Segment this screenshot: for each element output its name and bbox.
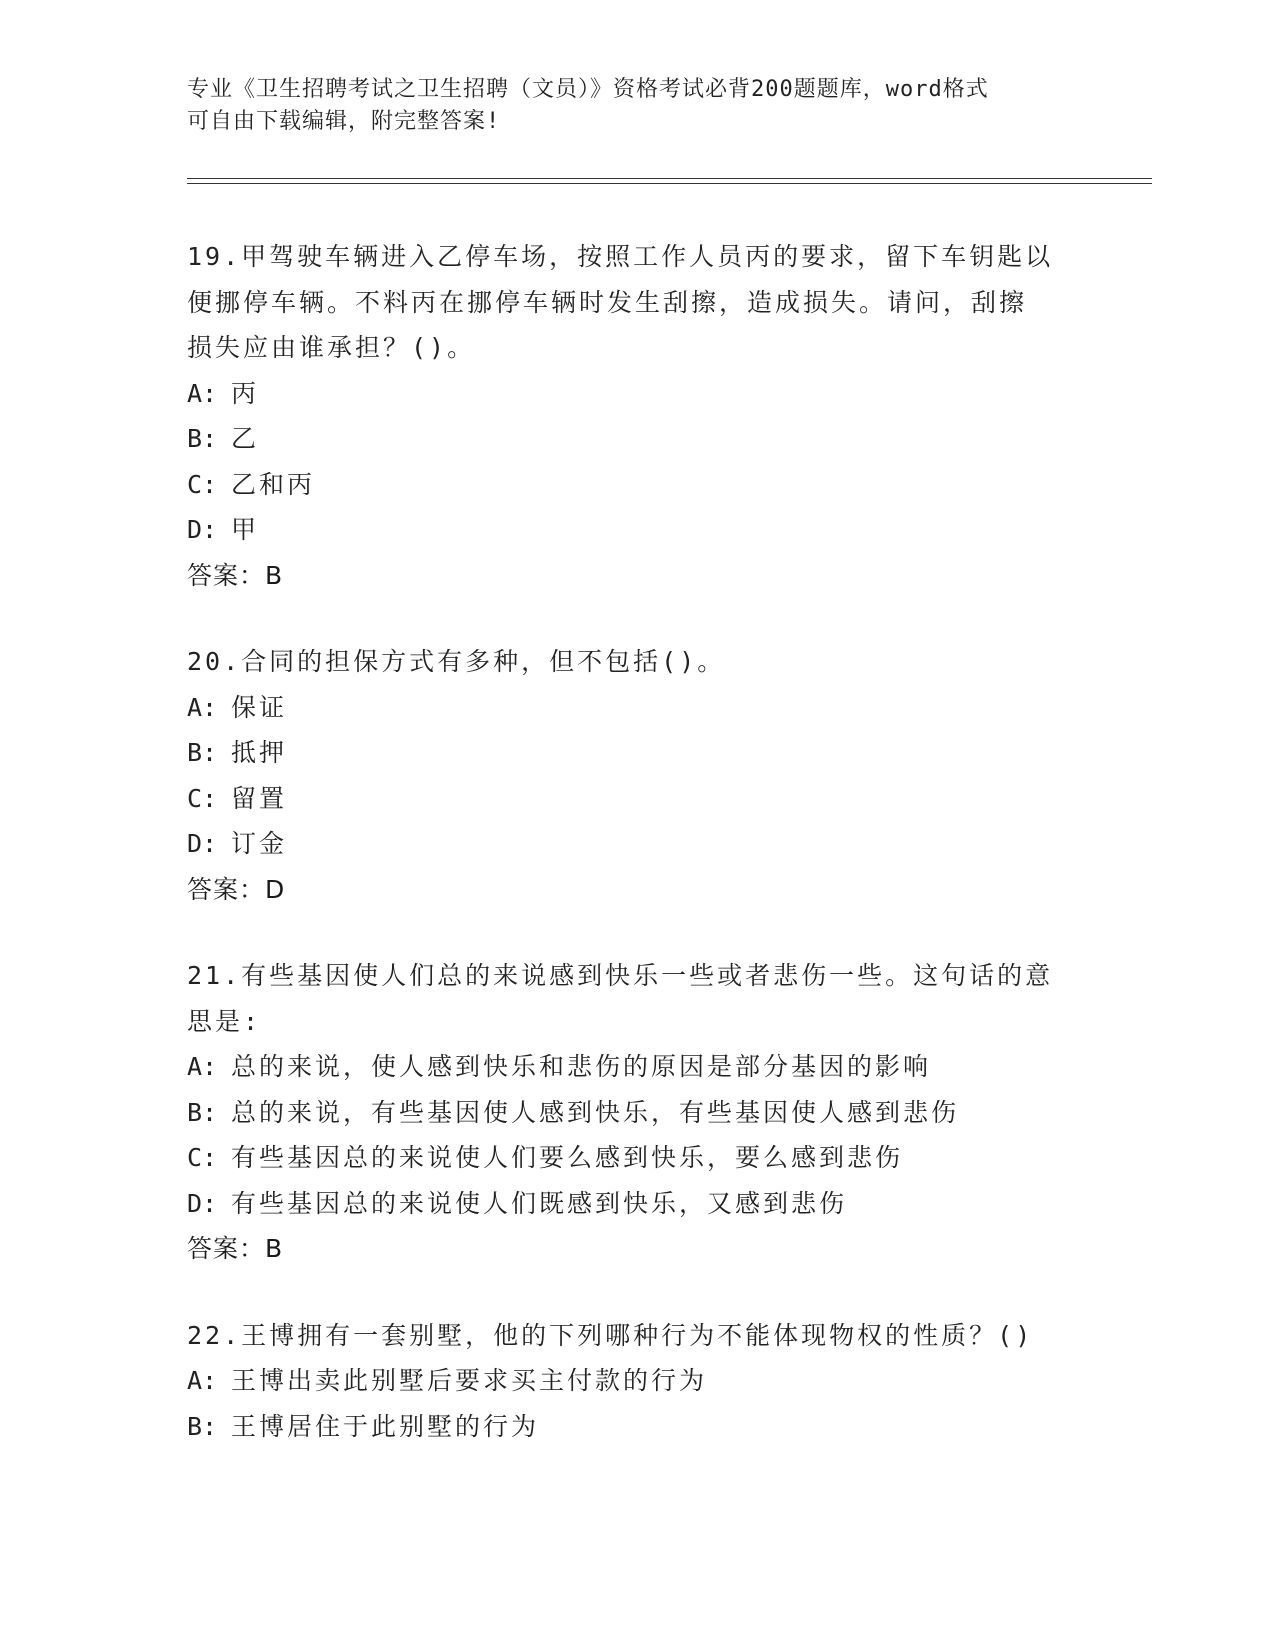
option-c (187, 776, 1087, 822)
question-stem (187, 639, 1087, 685)
option-text: 王博居住于此别墅的行为 (231, 1411, 540, 1441)
option-b (187, 1090, 1087, 1136)
option-c (187, 462, 1087, 508)
question-item (187, 234, 1087, 598)
question-list (187, 234, 1087, 1490)
option-letter: A: (187, 692, 218, 722)
option-letter: C: (187, 783, 218, 813)
question-stem (187, 1313, 1087, 1359)
option-d (187, 821, 1087, 867)
option-text: 乙 (231, 424, 260, 453)
question-stem-line: 22.王博拥有一套别墅，他的下列哪种行为不能体现物权的性质？() (187, 1320, 1034, 1350)
option-letter: A: (187, 1052, 218, 1081)
option-b (187, 1404, 1087, 1450)
question-stem (187, 234, 1087, 371)
option-letter: A: (187, 378, 218, 408)
option-text: 王博出卖此别墅后要求买主付款的行为 (231, 1366, 708, 1395)
option-letter: D: (187, 1188, 218, 1218)
option-text: 订金 (231, 829, 288, 858)
option-a (187, 371, 1087, 417)
question-stem-line: 便挪停车辆。不料丙在挪停车辆时发生刮擦，造成损失。请问，刮擦 (187, 287, 1028, 317)
option-text: 甲 (231, 515, 260, 544)
header-line-1: 专业《卫生招聘考试之卫生招聘（文员）》资格考试必背200题题库，word格式 (187, 77, 989, 102)
option-letter: C: (187, 1143, 218, 1172)
question-stem-line: 思是: (187, 1006, 262, 1036)
option-letter: C: (187, 469, 218, 499)
option-text: 总的来说，使人感到快乐和悲伤的原因是部分基因的影响 (231, 1052, 932, 1081)
option-text: 有些基因总的来说使人们既感到快乐，又感到悲伤 (231, 1188, 848, 1218)
option-b (187, 416, 1087, 462)
question-stem-line: 20.合同的担保方式有多种，但不包括()。 (187, 647, 726, 676)
question-stem-line: 19.甲驾驶车辆进入乙停车场，按照工作人员丙的要求，留下车钥匙以 (187, 242, 1054, 271)
option-d (187, 1181, 1087, 1227)
option-text: 保证 (231, 692, 288, 722)
option-text: 总的来说，有些基因使人感到快乐，有些基因使人感到悲伤 (231, 1097, 960, 1127)
option-letter: D: (187, 829, 218, 858)
option-c (187, 1135, 1087, 1181)
header-rule-bottom (187, 183, 1152, 184)
option-a (187, 1044, 1087, 1090)
question-stem-line: 21.有些基因使人们总的来说感到快乐一些或者悲伤一些。这句话的意 (187, 961, 1054, 990)
option-letter: A: (187, 1366, 218, 1395)
question-item (187, 639, 1087, 912)
header-rule-top (187, 178, 1152, 179)
answer-line: 答案：B (187, 1234, 284, 1263)
question-item (187, 1313, 1087, 1450)
option-text: 乙和丙 (231, 469, 316, 499)
answer-line: 答案：B (187, 560, 284, 590)
option-text: 抵押 (231, 738, 288, 767)
option-text: 丙 (231, 378, 260, 408)
option-letter: B: (187, 738, 218, 767)
option-d (187, 507, 1087, 553)
option-a (187, 685, 1087, 731)
question-item (187, 953, 1087, 1272)
question-stem (187, 953, 1087, 1044)
option-letter: B: (187, 1411, 218, 1441)
option-letter: B: (187, 424, 218, 453)
answer-line: 答案：D (187, 874, 286, 904)
question-stem-line: 损失应由谁承担？()。 (187, 333, 476, 362)
header-line-2: 可自由下载编辑，附完整答案! (187, 109, 501, 134)
option-a (187, 1358, 1087, 1404)
option-b (187, 730, 1087, 776)
option-letter: B: (187, 1097, 218, 1127)
document-header (187, 74, 1087, 138)
option-letter: D: (187, 515, 218, 544)
option-text: 留置 (231, 783, 288, 813)
option-text: 有些基因总的来说使人们要么感到快乐，要么感到悲伤 (231, 1143, 904, 1172)
